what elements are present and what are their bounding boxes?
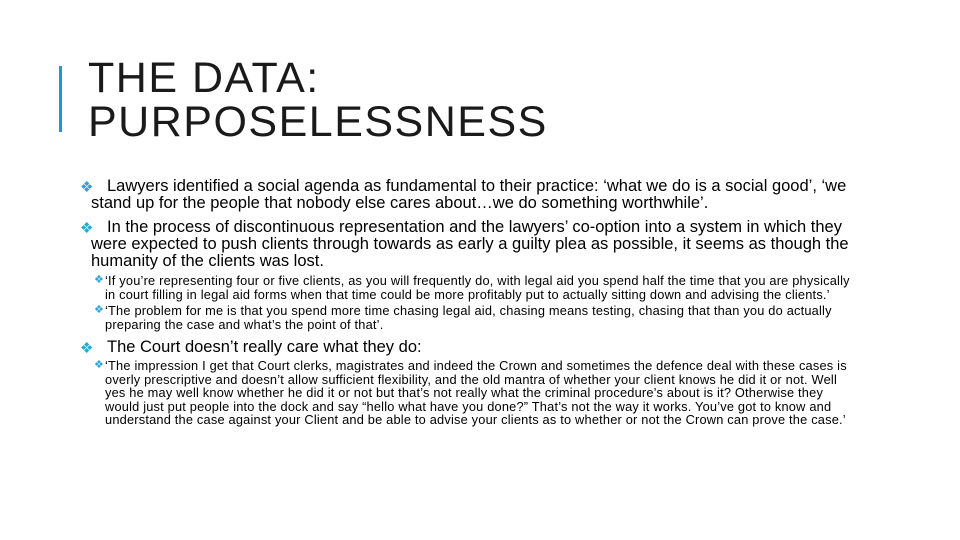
slide-body [80,178,860,427]
diamond-bullet-icon: ❖ [94,274,105,286]
title-line-2: PURPOSELESSNESS [88,98,548,146]
diamond-bullet-icon: ❖ [94,359,105,371]
bullet-text: In the process of discontinuous representation and the lawyers’ co-option into a system in which they were expected to push clients through towards as early a guilty plea as possible, it seems as though the humanity of the clients was lost. [91,218,849,270]
bullet-item [80,178,860,212]
bullet-text: The Court doesn’t really care what they do: [107,338,422,356]
title-accent-bar [59,66,62,132]
diamond-bullet-icon: ❖ [80,340,94,357]
bullet-text: Lawyers identified a social agenda as fundamental to their practice: ‘what we do is a social good’, ‘we stand up for the people that nobody else cares about…we do something worthwhile’. [91,177,847,212]
bullet-item [80,339,860,356]
diamond-bullet-icon: ❖ [94,304,105,316]
sub-bullet-item [94,359,860,427]
sub-bullet-text: ‘The problem for me is that you spend more time chasing legal aid, chasing means testing, chasing that than you do actually preparing the case and what’s the point of that’. [105,303,832,332]
sub-bullet-item [94,274,860,301]
slide-title [88,56,548,144]
bullet-item [80,219,860,270]
sub-bullet-text: ‘The impression I get that Court clerks, magistrates and indeed the Crown and sometimes the defence deal with these cases is overly prescriptive and doesn’t allow sufficient flexibility, and the old mantra of whether your client knows he did it or not. Well yes he may well know whether he did it or not but that’s not really what the criminal procedure’s about is it? Otherwise they would just put people into the dock and say “hello what have you done?” That’s not the way it works. You’ve got to know and understand the case against your Client and be able to advise your clients as to whether or not the Crown can prove the case.’ [105,358,847,427]
title-line-1: THE DATA: [88,54,320,102]
diamond-bullet-icon: ❖ [80,220,94,237]
sub-bullet-item [94,304,860,331]
sub-bullet-text: ‘If you’re representing four or five clients, as you will frequently do, with legal aid you spend half the time that you are physically in court filling in legal aid forms when that time could be more profitably put to actually sitting down and advising the clients.’ [105,273,850,302]
diamond-bullet-icon: ❖ [80,179,94,196]
